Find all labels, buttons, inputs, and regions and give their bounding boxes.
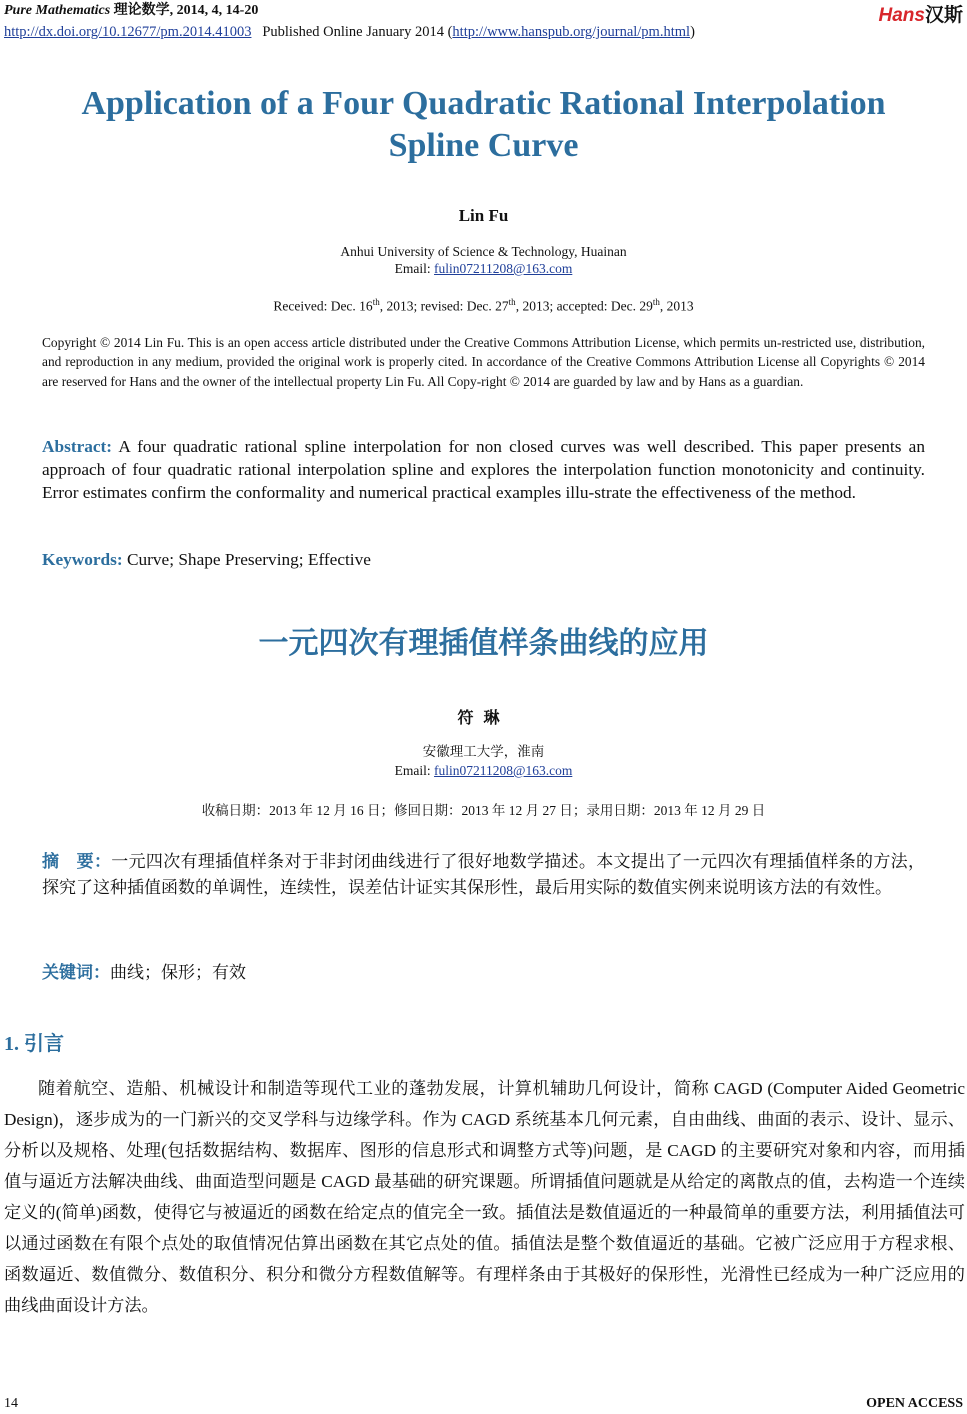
email-link[interactable]: fulin07211208@163.com — [434, 261, 573, 276]
english-abstract: Abstract: A four quadratic rational spline interpolation for non closed curves was well described. This paper presents an approach of four quadratic rational interpolation spline and explores the interpolation function monotonicity and continuity. Error estimates confirm the conformality and numerical practical examples illu-strate the effectiveness of the method. — [42, 437, 925, 503]
doi-link[interactable]: http://dx.doi.org/10.12677/pm.2014.41003 — [4, 24, 252, 40]
published-text: Published Online January 2014 ( — [262, 24, 453, 40]
english-affiliation: Anhui University of Science & Technology, Huainan Email: fulin07211208@163.com — [340, 244, 627, 276]
publisher-logo: Hans汉斯 — [878, 5, 963, 26]
english-dates: Received: Dec. 16th, 2013; revised: Dec. 27th, 2013; accepted: Dec. 29th, 2013 — [273, 297, 694, 314]
section-heading: 1. 引言 — [4, 1033, 64, 1055]
chinese-author: 符琳 — [457, 710, 510, 727]
publication-info: http://dx.doi.org/10.12677/pm.2014.41003 Published Online January 2014 (http://www.hanspub.org/journal/pm.html) — [4, 24, 695, 40]
chinese-abstract: 摘 要：一元四次有理插值样条对于非封闭曲线进行了很好地数学描述。本文提出了一元四次有理插值样条的方法，探究了这种插值函数的单调性，连续性，误差估计证实其保形性，最后用实际的数值实例来说明该方法的有效性。 — [42, 852, 925, 897]
english-author: Lin Fu — [458, 206, 509, 225]
english-keywords: Keywords: Curve; Shape Preserving; Effective — [42, 550, 371, 569]
body-paragraph: 随着航空、造船、机械设计和制造等现代工业的蓬勃发展，计算机辅助几何设计，简称 CAGD (Computer Aided Geometric Design)，逐步成为的一门新兴的交叉学科与边缘学科。作为 CAGD 系统基本几何元素，自由曲线、曲面的表示、设计、显示、分析以及规格、处理(包括数据结构、数据库、图形的信息形式和调整方式等)问题，是 CAGD 的主要研究对象和内容，而用插值与逼近方法解决曲线、曲面造型问题是 CAGD 最基础的研究课题。所谓插值问题就是从给定的离散点的值，去构造一个连续定义的(简单)函数，使得它与被逼近的函数在给定点的值完全一致。插值法是数值逼近的一种最简单的重要方法，利用插值法可以通过函数在有限个点处的取值情况估算出函数在其它点处的值。插值法是整个数值逼近的基础。它被广泛应用于方程求根、函数逼近、数值微分、数值积分、积分和微分方程数值解等。有理样条由于其极好的保形性，光滑性已经成为一种广泛应用的曲线曲面设计方法。 — [4, 1079, 965, 1315]
copyright-notice: Copyright © 2014 Lin Fu. This is an open access article distributed under the Creative Commons Attribution License, which permits un-restricted use, distribution, and reproduction in any medium, provided the original work is properly cited. In accordance of the Creative Commons Attribution License all Copyrights © 2014 are reserved for Hans and the owner of the intellectual property Lin Fu. All Copy-right © 2014 are guarded by law and by Hans as a guardian. — [42, 335, 925, 389]
chinese-title: 一元四次有理插值样条曲线的应用 — [258, 626, 709, 661]
open-access-label: OPEN ACCESS — [866, 1396, 963, 1411]
chinese-email-link[interactable]: fulin07211208@163.com — [434, 763, 573, 778]
chinese-keywords: 关键词：曲线；保形；有效 — [42, 963, 246, 982]
chinese-affiliation: 安徽理工大学，淮南 Email: fulin07211208@163.com — [394, 744, 573, 778]
english-title: Application of a Four Quadratic Rational Interpolation Spline Curve — [81, 85, 886, 164]
chinese-dates: 收稿日期：2013 年 12 月 16 日；修回日期：2013 年 12 月 27 日；录用日期：2013 年 12 月 29 日 — [201, 803, 766, 818]
journal-name: Pure Mathematics 理论数学, 2014, 4, 14-20 — [4, 3, 259, 18]
page-number: 14 — [4, 1396, 18, 1411]
journal-link[interactable]: http://www.hanspub.org/journal/pm.html — [452, 24, 691, 40]
journal-header — [4, 2, 258, 20]
